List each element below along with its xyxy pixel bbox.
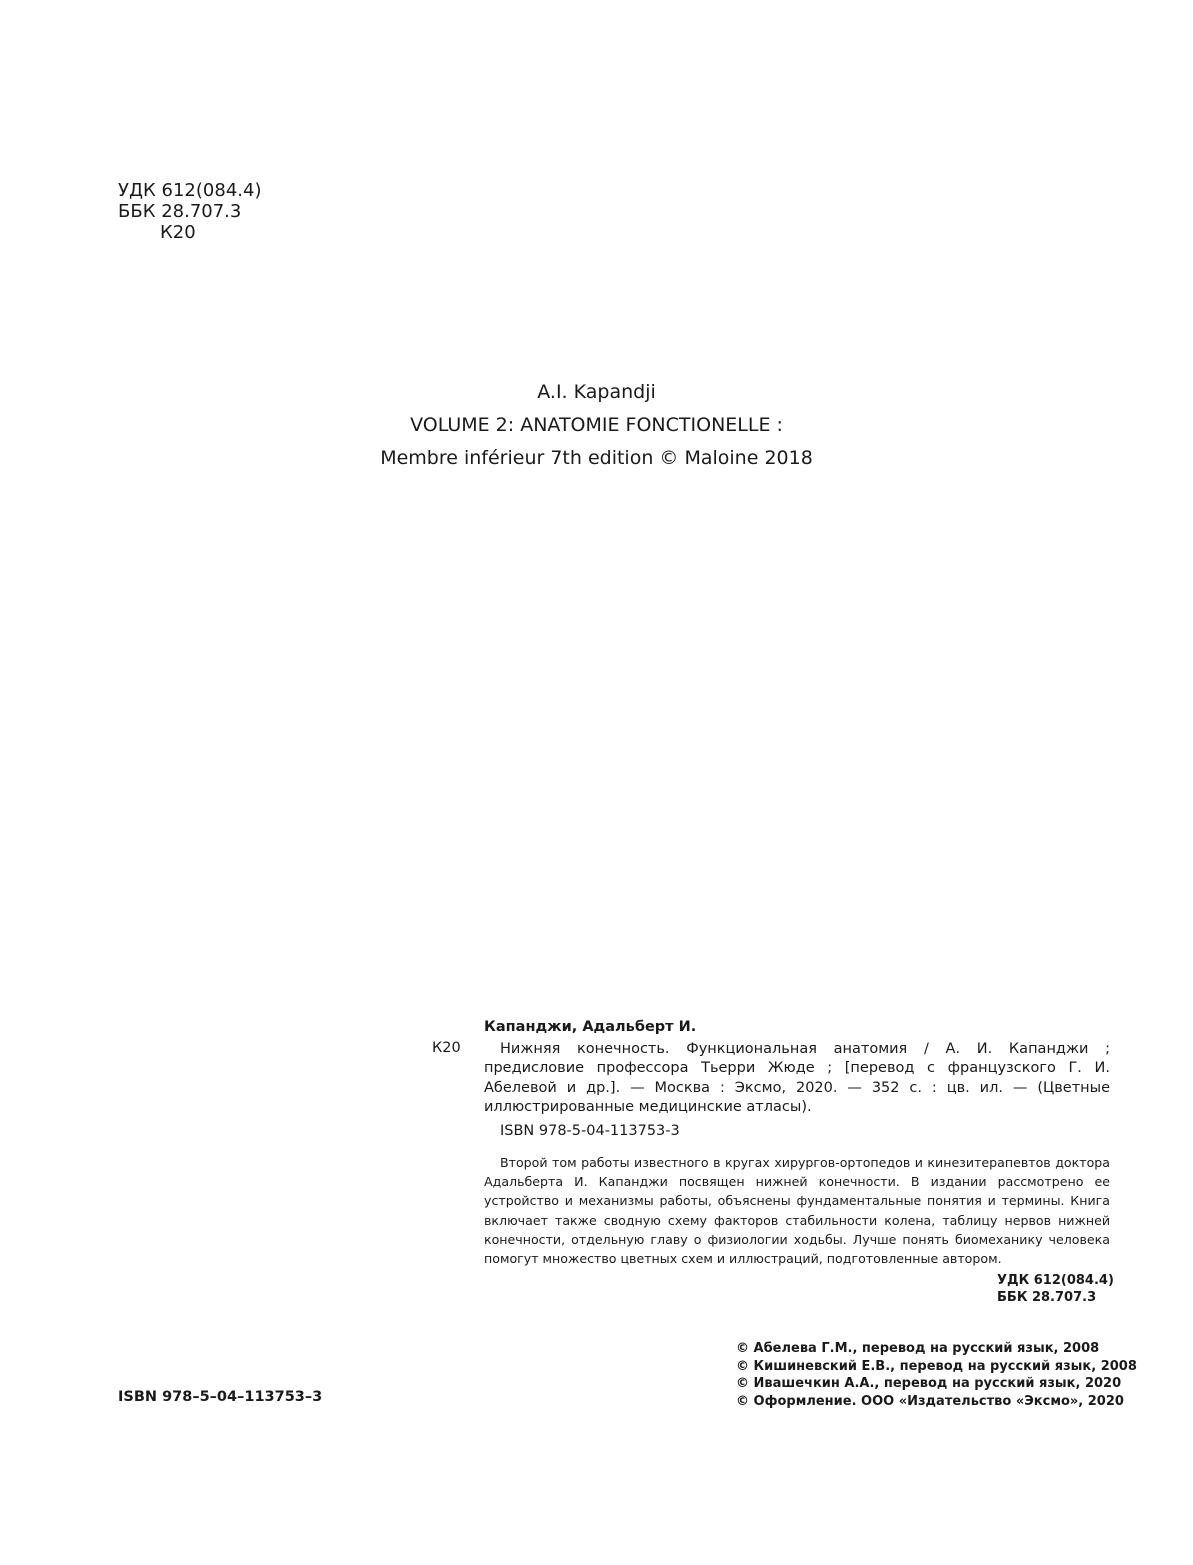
- catalog-author-heading: Капанджи, Адальберт И.: [484, 1019, 697, 1035]
- catalog-udk: УДК 612(084.4): [997, 1273, 1114, 1288]
- catalog-annotation: Второй том работы известного в кругах хирургов-ортопедов и кинезитерапевтов доктора Адальберта И. Капанджи посвящен нижней конечности. В издании рассмотрено ее устройство и механизмы работы, объяснены фундаментальные понятия и термины. Книга включает также сводную схему факторов стабильности колена, таблицу нервов нижней конечности, отдельную главу о физиологии ходьбы. Лучше понять биомеханику человека помогут множество цветных схем и иллюстраций, подготовленные автором.: [484, 1155, 1110, 1267]
- original-subtitle: Membre inférieur 7th edition © Maloine 2018: [380, 447, 813, 469]
- isbn-bottom: ISBN 978–5–04–113753–3: [118, 1389, 323, 1405]
- copyright-line: © Кишиневский Е.В., перевод на русский язык, 2008: [736, 1358, 1137, 1374]
- catalog-author-mark: К20: [432, 1040, 461, 1056]
- catalog-description: Нижняя конечность. Функциональная анатомия / А. И. Капанджи ; предисловие профессора Тьерри Жюде ; [перевод с французского Г. И. Абелевой и др.]. — Москва : Эксмо, 2020. — 352 с. : цв. ил. — (Цветные иллюстрированные медицинские атласы).: [484, 1041, 1110, 1116]
- original-title: VOLUME 2: ANATOMIE FONCTIONELLE :: [410, 414, 783, 436]
- original-edition: [0, 376, 1193, 475]
- copyright-block: [736, 1340, 1137, 1410]
- copyright-line: © Абелева Г.М., перевод на русский язык, 2008: [736, 1341, 1100, 1356]
- copyright-line: © Оформление. ООО «Издательство «Эксмо», 2020: [736, 1393, 1124, 1409]
- original-author: A.I. Kapandji: [537, 381, 656, 403]
- udk-code: УДК 612(084.4): [118, 180, 262, 201]
- copyright-line: © Ивашечкин А.А., перевод на русский язык, 2020: [736, 1376, 1122, 1391]
- classification-codes: [118, 180, 261, 243]
- catalog-bbk: ББК 28.707.3: [997, 1290, 1097, 1305]
- catalog-isbn: ISBN 978-5-04-113753-3: [500, 1123, 680, 1139]
- catalog-codes: [997, 1272, 1114, 1306]
- bbk-code: ББК 28.707.3: [118, 201, 242, 222]
- author-mark: К20: [160, 222, 196, 243]
